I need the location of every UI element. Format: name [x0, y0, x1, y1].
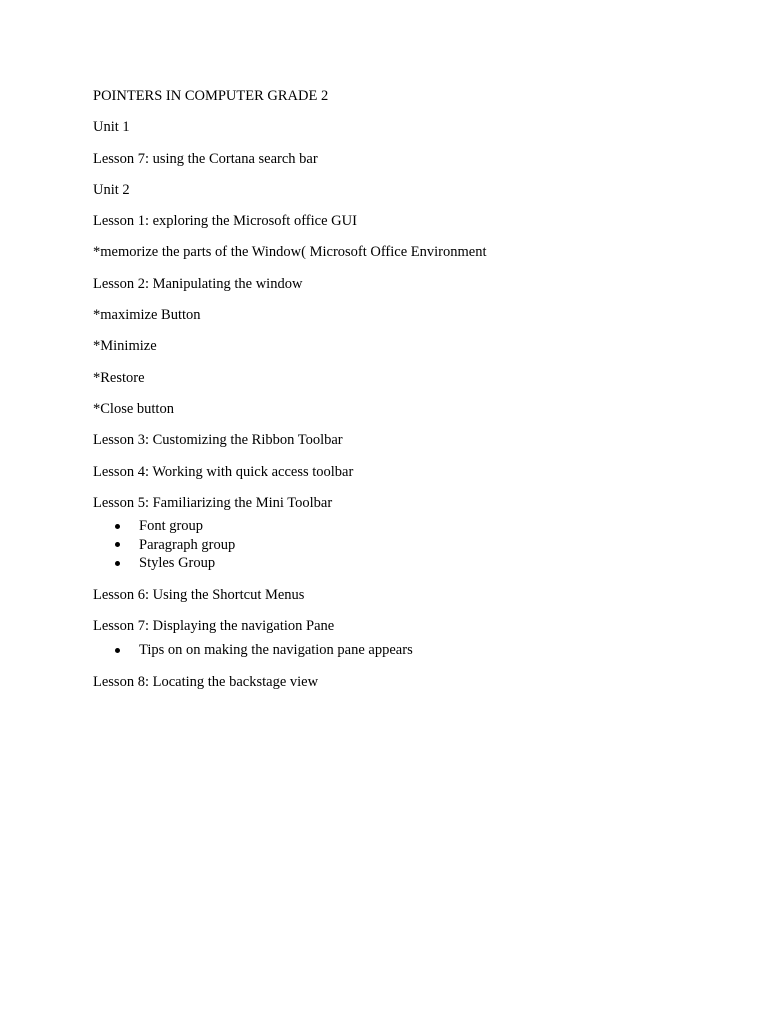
- list-item-text: Tips on on making the navigation pane appears: [139, 642, 413, 659]
- lesson-1-note: *memorize the parts of the Window( Microsoft Office Environment: [93, 244, 487, 261]
- lesson-2: Lesson 2: Manipulating the window: [93, 275, 303, 292]
- list-item-text: Styles Group: [139, 555, 216, 572]
- lesson-2-item-maximize: *maximize Button: [93, 307, 201, 324]
- bullet-dot-icon: [115, 648, 120, 653]
- bullet-dot-icon: [115, 561, 120, 566]
- unit-1-lesson-7: Lesson 7: using the Cortana search bar: [93, 150, 318, 167]
- lesson-4: Lesson 4: Working with quick access toolbar: [93, 463, 354, 480]
- lesson-2-item-minimize: *Minimize: [93, 338, 157, 355]
- lesson-7: Lesson 7: Displaying the navigation Pane: [93, 617, 335, 634]
- list-item-text: Paragraph group: [139, 536, 236, 553]
- list-item: [93, 554, 713, 573]
- lesson-7-bullet-list: [93, 641, 713, 660]
- list-item: [93, 536, 713, 555]
- lesson-2-item-restore: *Restore: [93, 369, 145, 386]
- unit-1-heading: Unit 1: [93, 119, 130, 136]
- lesson-8: Lesson 8: Locating the backstage view: [93, 673, 319, 690]
- lesson-5-bullet-list: [93, 517, 713, 573]
- list-item: [93, 641, 713, 660]
- unit-2-heading: Unit 2: [93, 181, 130, 198]
- lesson-3: Lesson 3: Customizing the Ribbon Toolbar: [93, 432, 343, 449]
- lesson-6: Lesson 6: Using the Shortcut Menus: [93, 586, 305, 603]
- document-title: POINTERS IN COMPUTER GRADE 2: [93, 88, 329, 104]
- document-body: [93, 87, 713, 704]
- bullet-dot-icon: [115, 524, 120, 529]
- list-item-text: Font group: [139, 518, 204, 535]
- list-item: [93, 517, 713, 536]
- lesson-2-item-close: *Close button: [93, 400, 174, 417]
- bullet-dot-icon: [115, 542, 120, 547]
- lesson-5: Lesson 5: Familiarizing the Mini Toolbar: [93, 494, 333, 511]
- lesson-1: Lesson 1: exploring the Microsoft office GUI: [93, 213, 357, 230]
